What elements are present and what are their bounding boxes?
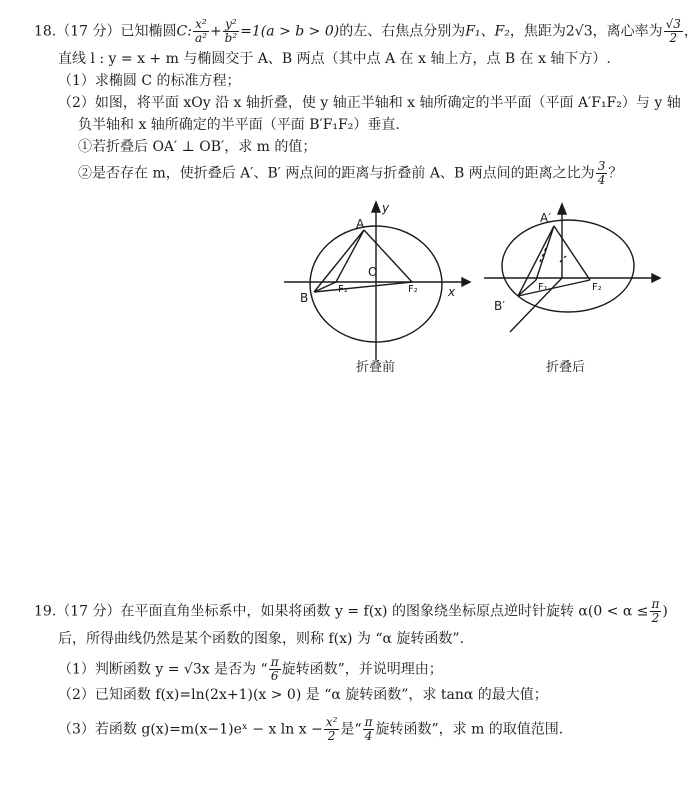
frac-y: $\frac{\text{y²}}{\text{b²}}$ <box>224 17 238 45</box>
figure-after-fold <box>484 204 660 332</box>
foci: F₁、F₂ <box>465 23 510 40</box>
label-B: B <box>300 291 309 305</box>
q19-part1-a: （1）判断函数 y = √3x 是否为 “ <box>58 661 268 678</box>
label-F2: F₂ <box>408 284 418 295</box>
q18-part2c: ①若折叠后 OA′ ⊥ OB′，求 m 的值； <box>78 139 317 155</box>
q19-number: 19. <box>34 603 57 620</box>
q19-part3-c: 旋转函数”，求 m 的取值范围. <box>375 721 564 738</box>
q18-stem-part1: 已知椭圆 <box>120 23 177 40</box>
fold-AF2 <box>554 226 590 280</box>
q19-line2: 后，所得曲线仍然是某个函数的图象，则称 f(x) 为 “α 旋转函数”. <box>58 631 465 647</box>
label-x: x <box>448 285 456 299</box>
y-axis-arrow <box>372 202 380 212</box>
segment-AB <box>314 230 364 292</box>
fold-AB <box>518 226 554 296</box>
ellipse-after <box>502 220 634 312</box>
frac-ratio: $\frac{3}{4}$ <box>597 159 606 187</box>
fold-dash2 <box>560 256 566 262</box>
q19-points: （17 分） <box>56 603 121 620</box>
label-F1: F₁ <box>338 284 348 295</box>
fold-y-axis-arrow <box>558 204 566 214</box>
q19-part1-b: 旋转函数”，并说明理由； <box>281 661 443 678</box>
fold-AF1 <box>536 226 554 280</box>
q19-part3-a: （3）若函数 g(x)=m(x−1)eˣ − x ln x − <box>58 721 323 738</box>
q18-points: （17 分） <box>56 23 121 40</box>
q18-line2: 直线 l : y = x + m 与椭圆交于 A、B 两点（其中点 A 在 x 轴上方，点 B 在 x 轴下方）. <box>58 51 611 67</box>
q18-part2d-text: ②是否存在 m，使折叠后 A′、B′ 两点间的距离与折叠前 A、B 两点间的距离之比为 <box>78 165 595 182</box>
q19-part1 <box>58 656 443 683</box>
x-axis-arrow <box>462 278 470 286</box>
ellipse-label: C: <box>176 23 192 40</box>
frac-pi-4: $\frac{\pi}{4}$ <box>364 715 373 743</box>
label-F1-fold: F₁ <box>538 282 548 293</box>
caption-before: 折叠前 <box>356 360 396 375</box>
q18-part2d-end: ？ <box>608 165 623 182</box>
label-O: O <box>368 265 378 279</box>
label-A-prime: A′ <box>540 211 551 225</box>
q18-stem-part2: 的左、右焦点分别为 <box>339 23 466 40</box>
q19-line1 <box>34 598 668 625</box>
q19-part3-b: 是“ <box>340 721 362 738</box>
frac-x: $\frac{\text{x²}}{\text{a²}}$ <box>194 17 207 45</box>
q18-stem-end: ， <box>683 23 698 40</box>
fold-oblique-axis <box>510 278 562 332</box>
q18-part2a: （2）如图，将平面 xOy 沿 x 轴折叠，使 y 轴正半轴和 x 轴所确定的半平面（平面 A′F₁F₂）与 y 轴 <box>58 95 681 111</box>
fold-BF2 <box>518 280 590 296</box>
q18-stem-part3: ，焦距为 <box>509 23 566 40</box>
fold-x-axis-arrow <box>652 274 660 282</box>
segment-AF1 <box>336 230 364 282</box>
frac-pi-6: $\frac{\pi}{6}$ <box>270 655 279 683</box>
q18-stem-part4: ，离心率为 <box>592 23 663 40</box>
eq-tail: =1(a > b > 0) <box>240 23 340 40</box>
segment-BF2 <box>314 282 412 292</box>
q18-part2b: 负半轴和 x 轴所确定的半平面（平面 B′F₁F₂）垂直. <box>78 117 400 133</box>
q18-part1: （1）求椭圆 C 的标准方程； <box>58 73 241 89</box>
q18-number: 18. <box>34 23 57 40</box>
caption-after: 折叠后 <box>546 360 586 375</box>
q19-part3 <box>58 716 563 743</box>
label-B-prime: B′ <box>494 299 505 313</box>
plus: + <box>209 23 222 40</box>
frac-pi-2: $\frac{\pi}{2}$ <box>651 597 660 625</box>
frac-x2-2: $\frac{\text{x²}}{2}$ <box>325 715 338 743</box>
q19-stem-a: 在平面直角坐标系中，如果将函数 y = f(x) 的图象绕坐标原点逆时针旋转 α(0 < α ≤ <box>120 603 649 620</box>
q19-stem-b: ) <box>662 603 668 620</box>
label-A: A <box>356 217 365 231</box>
focal-length: 2√3 <box>565 23 593 40</box>
label-F2-fold: F₂ <box>592 282 602 293</box>
q19-part2: （2）已知函数 f(x)=ln(2x+1)(x > 0) 是 “α 旋转函数”，求 tanα 的最大值； <box>58 687 548 703</box>
frac-ecc: $\frac{√3}{2}$ <box>665 17 681 45</box>
label-y: y <box>382 201 390 215</box>
